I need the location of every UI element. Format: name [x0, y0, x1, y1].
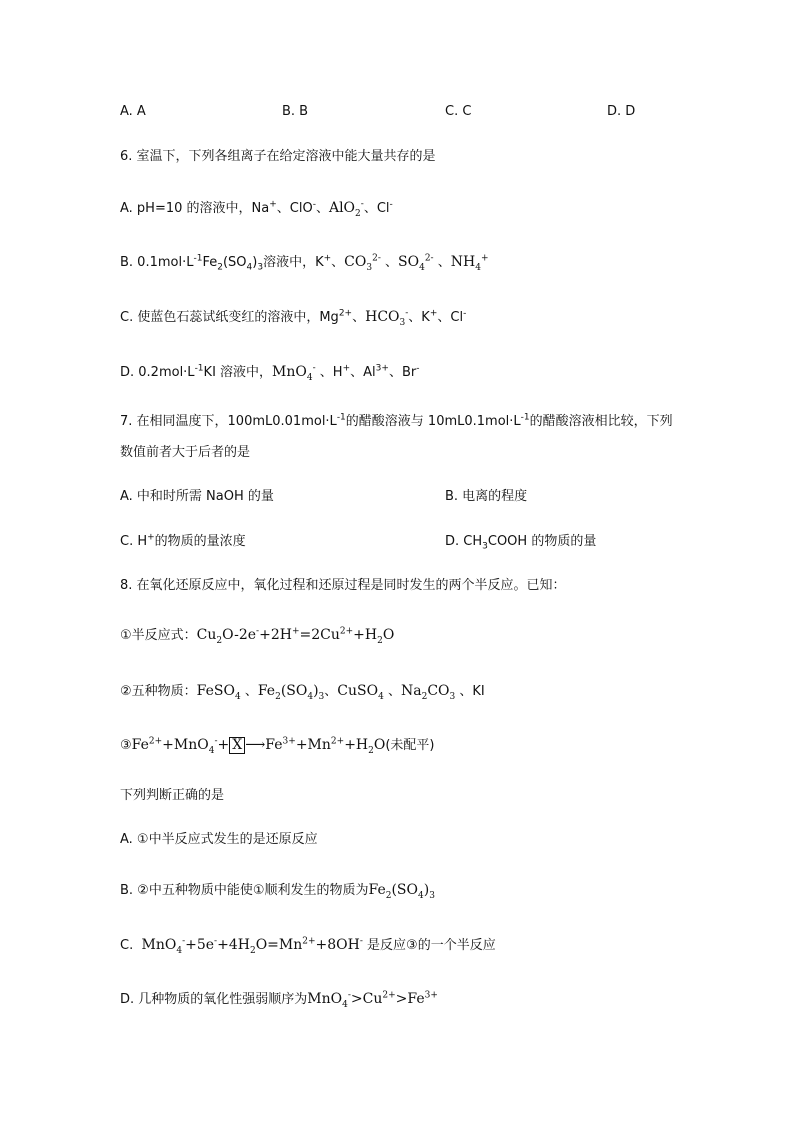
q8-item-2: ②五种物质：FeSO$_4$ 、$Fe_2(SO_4)_3$、CuSO$_4$ 、$Na_2CO_3$ 、KI — [120, 683, 485, 702]
q6-option-c: C. 使蓝色石蕊试纸变红的溶液中，$Mg^{2+}$、$HCO_3^-$、K+、Cl- — [120, 308, 467, 328]
q6-option-d: D. $0.2mol\cdot L^{-1}KI$ 溶液中，MnO$_4$- 、H+、$Al^{3+}$、Br- — [120, 363, 420, 383]
q6-option-a: A. pH=10 的溶液中，Na+、ClO-、AlO$_2$-、Cl- — [120, 199, 393, 219]
q5-option-d: D. D — [607, 104, 636, 119]
q8-item-3: $③Fe^{2+}+MnO_4^-+ X$ $⟶Fe^{3+}+Mn^{2+}+H_2O$(未配平) — [120, 736, 435, 756]
q8-stem: 8. 在氧化还原反应中，氧化过程和还原过程是同时发生的两个半反应。已知： — [120, 578, 566, 593]
q8-item-1: ①半反应式：$Cu_2O-2e^-+2H^+=2Cu^{2+}+H_2O$ — [120, 626, 395, 646]
q5-option-c: C. C — [445, 104, 472, 119]
q8-judge: 下列判断正确的是 — [120, 788, 225, 803]
q7-option-d: D. $CH_3COOH$ 的物质的量 — [445, 534, 597, 552]
q7-stem-line2: 数值前者大于后者的是 — [120, 445, 251, 460]
q6-option-b: B. $0.1mol\cdot L^{-1}Fe_2(SO_4)_3$溶液中，K+、$CO_3^{2-}$ 、$SO_4^{2-}$ 、$NH_4^+$ — [120, 253, 489, 273]
q7-stem-line1: 7. 在相同温度下，$100mL0.01mol\cdot L^{-1}$的醋酸溶液与 $10mL0.1mol\cdot L^{-1}$的醋酸溶液相比较，下列 — [120, 412, 673, 429]
q8-option-d: D. 几种物质的氧化性强弱顺序为$MnO_4^->Cu^{2+}>Fe^{3+}$ — [120, 990, 438, 1010]
q7-option-a: A. 中和时所需 NaOH 的量 — [120, 489, 274, 504]
q6-stem: 6. 室温下，下列各组离子在给定溶液中能大量共存的是 — [120, 149, 436, 164]
q8-option-a: A. ①中半反应式发生的是还原反应 — [120, 832, 318, 847]
q7-option-c: C. H+的物质的量浓度 — [120, 532, 246, 549]
q8-option-c: C. $MnO_4^-+5e^-+4H_2O=Mn^{2+}+8OH^-$ 是反应③的一个半反应 — [120, 936, 496, 956]
unknown-x-box: X — [229, 737, 245, 754]
q5-option-b: B. B — [282, 104, 309, 119]
q8-option-b: B. ②中五种物质中能使①顺利发生的物质为$Fe_2(SO_4)_3$ — [120, 882, 435, 901]
q7-option-b: B. 电离的程度 — [445, 489, 528, 504]
q5-option-a: A. A — [120, 104, 146, 119]
